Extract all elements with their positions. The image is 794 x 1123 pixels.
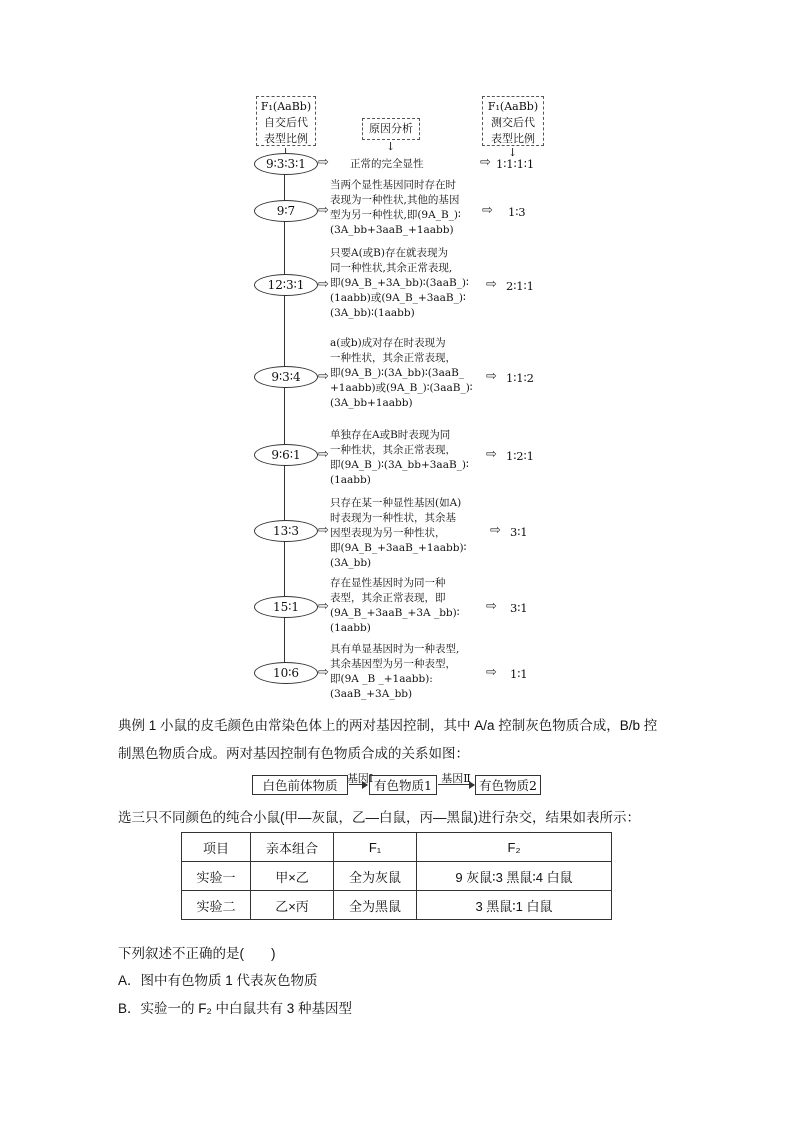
cause-description: [330, 336, 490, 411]
table-cell: 3 黑鼠∶1 白鼠: [417, 891, 612, 920]
desc-line: (1aabb)或(9A_B_+3aaB_)∶: [330, 292, 466, 304]
flow-box-white-precursor: 白色前体物质: [252, 775, 348, 795]
header-line: 自交后代: [264, 116, 308, 129]
desc-line: (3A_bb+1aabb): [330, 397, 413, 409]
testcross-ratio: 1∶1∶1∶1: [496, 157, 535, 171]
table-cell: 实验二: [182, 891, 251, 920]
ratio-oval: 9∶3∶3∶1: [254, 153, 318, 175]
flow-box-colored-2: 有色物质2: [475, 775, 541, 795]
ratio-oval: 9∶6∶1: [254, 444, 318, 466]
desc-line: (9A_B_+3aaB_+3A _bb)∶: [330, 607, 460, 619]
desc-line: +1aabb)或(9A_B_)∶(3aaB_)∶: [330, 382, 473, 394]
cause-analysis-box: [362, 118, 420, 140]
right-arrow-icon: ⇨: [318, 368, 329, 383]
table-header-cell: F₁: [334, 833, 417, 862]
example-intro-line: 制黑色物质合成。两对基因控制有色物质合成的关系如图：: [118, 746, 469, 761]
table-cell: 9 灰鼠∶3 黑鼠∶4 白鼠: [417, 862, 612, 891]
flow-box-colored-1: 有色物质1: [369, 775, 437, 795]
desc-line: 具有单显基因时为一种表型,: [330, 643, 460, 655]
testcross-ratio: 3∶1: [510, 525, 528, 539]
down-arrow-icon: ↓: [508, 146, 518, 159]
right-arrow-icon: ⇨: [318, 154, 329, 169]
desc-line: (3A_bb+3aaB_+1aabb): [330, 224, 454, 236]
ratio-oval: 10∶6: [254, 662, 318, 684]
example-intro-line: 典例 1 小鼠的皮毛颜色由常染色体上的两对基因控制，其中 A/a 控制灰色物质合成，B/b 控: [118, 718, 658, 733]
cause-description: [330, 428, 490, 488]
table-cell: 实验一: [182, 862, 251, 891]
ratio-oval: 13∶3: [254, 520, 318, 542]
right-arrow-icon: ⇨: [482, 202, 493, 217]
table-header-cell: 项目: [182, 833, 251, 862]
ratio-oval: 15∶1: [254, 596, 318, 618]
desc-line: 即(9A_B_+3aaB_+1aabb)∶: [330, 542, 467, 554]
right-arrow-icon: ⇨: [318, 276, 329, 291]
answer-option-a: A．图中有色物质 1 代表灰色物质: [118, 973, 318, 988]
desc-line: 正常的完全显性: [350, 158, 424, 170]
header-line: 表型比例: [491, 132, 535, 145]
testcross-ratio: 2∶1∶1: [506, 279, 534, 293]
right-arrow-icon: ⇨: [318, 664, 329, 679]
ratio-oval: 12∶3∶1: [254, 274, 318, 296]
testcross-ratio: 1∶3: [508, 205, 526, 219]
desc-line: 当两个显性基因同时存在时: [330, 179, 456, 191]
table-header-cell: 亲本组合: [251, 833, 334, 862]
right-arrow-icon: ⇨: [486, 446, 497, 461]
desc-line: (3aaB_+3A_bb): [330, 688, 413, 700]
table-intro: 选三只不同颜色的纯合小鼠(甲—灰鼠，乙—白鼠，丙—黑鼠)进行杂交，结果如表所示：: [118, 810, 640, 825]
desc-line: 表现为一种性状,其他的基因: [330, 194, 460, 206]
ratio-oval: 9∶7: [254, 200, 318, 222]
cause-analysis-label: 原因分析: [369, 122, 413, 135]
testcross-ratio: 1∶1: [510, 667, 528, 681]
right-arrow-icon: ⇨: [318, 598, 329, 613]
desc-line: 因型表现为另一种性状，: [330, 527, 446, 539]
flow-gene-label: 基因Ⅰ: [346, 772, 374, 785]
right-arrow-icon: ⇨: [486, 598, 497, 613]
desc-line: 即(9A _B _+1aabb):: [330, 673, 433, 685]
table-cell: 乙×丙: [251, 891, 334, 920]
table-header-row: [182, 833, 612, 862]
desc-line: 型为另一种性状,即(9A_B_)∶: [330, 209, 461, 221]
answer-option-b: B．实验一的 F₂ 中白鼠共有 3 种基因型: [118, 1001, 353, 1016]
desc-line: 只存在某一种显性基因(如A): [330, 497, 462, 509]
right-arrow-icon: ⇨: [480, 154, 491, 169]
cause-description: [330, 246, 490, 321]
table-cell: 全为灰鼠: [334, 862, 417, 891]
desc-line: 单独存在A或B时表现为同: [330, 429, 451, 441]
desc-line: 其余基因型为另一种表型，: [330, 658, 456, 670]
ratio-oval: 9∶3∶4: [254, 366, 318, 388]
desc-line: (1aabb): [330, 622, 371, 634]
desc-line: 一种性状，其余正常表现，: [330, 444, 456, 456]
cause-description: [330, 496, 490, 571]
selfcross-header-box: [256, 96, 316, 146]
table-cell: 全为黑鼠: [334, 891, 417, 920]
table-row: [182, 891, 612, 920]
desc-line: 即(9A_B_+3A_bb)∶(3aaB_)∶: [330, 277, 469, 289]
desc-line: 同一种性状,其余正常表现,: [330, 262, 453, 274]
right-arrow-icon: ⇨: [486, 664, 497, 679]
testcross-ratio: 1∶2∶1: [506, 449, 534, 463]
down-arrow-icon: ↓: [386, 140, 396, 153]
testcross-ratio: 1∶1∶2: [506, 371, 534, 385]
desc-line: 即(9A_B_)∶(3A_bb)∶(3aaB_: [330, 367, 465, 379]
header-line: 表型比例: [264, 132, 308, 145]
cause-description: [330, 642, 490, 702]
table-row: [182, 862, 612, 891]
cause-description: [330, 178, 490, 238]
desc-line: 表型，其余正常表现，即: [330, 592, 446, 604]
table-header-cell: F₂: [417, 833, 612, 862]
right-arrow-icon: ⇨: [318, 522, 329, 537]
results-table: [181, 832, 612, 920]
cause-description: [330, 576, 490, 636]
right-arrow-icon: ⇨: [318, 202, 329, 217]
right-arrow-icon: ⇨: [318, 446, 329, 461]
desc-line: 一种性状，其余正常表现，: [330, 352, 456, 364]
flow-gene-label: 基因Ⅱ: [441, 772, 471, 785]
testcross-header-box: [482, 96, 544, 146]
desc-line: (3A_bb)∶(1aabb): [330, 307, 415, 319]
desc-line: a(或b)成对存在时表现为: [330, 337, 446, 349]
desc-line: (3A_bb): [330, 557, 372, 569]
right-arrow-icon: ⇨: [490, 522, 501, 537]
desc-line: 存在显性基因时为同一种: [330, 577, 446, 589]
header-line: F₁(AaBb): [260, 100, 312, 113]
desc-line: 即(9A_B_)∶(3A_bb+3aaB_)∶: [330, 459, 469, 471]
right-arrow-icon: ⇨: [486, 276, 497, 291]
table-cell: 甲×乙: [251, 862, 334, 891]
header-line: F₁(AaBb): [487, 100, 539, 113]
desc-line: 时表现为一种性状，其余基: [330, 512, 456, 524]
desc-line: 只要A(或B)存在就表现为: [330, 247, 448, 259]
right-arrow-icon: ⇨: [486, 368, 497, 383]
testcross-ratio: 3∶1: [510, 601, 528, 615]
desc-line: (1aabb): [330, 474, 371, 486]
header-line: 测交后代: [491, 116, 535, 129]
question-prompt: 下列叙述不正确的是( ): [118, 946, 276, 961]
ratio-connector-line: [284, 170, 285, 670]
